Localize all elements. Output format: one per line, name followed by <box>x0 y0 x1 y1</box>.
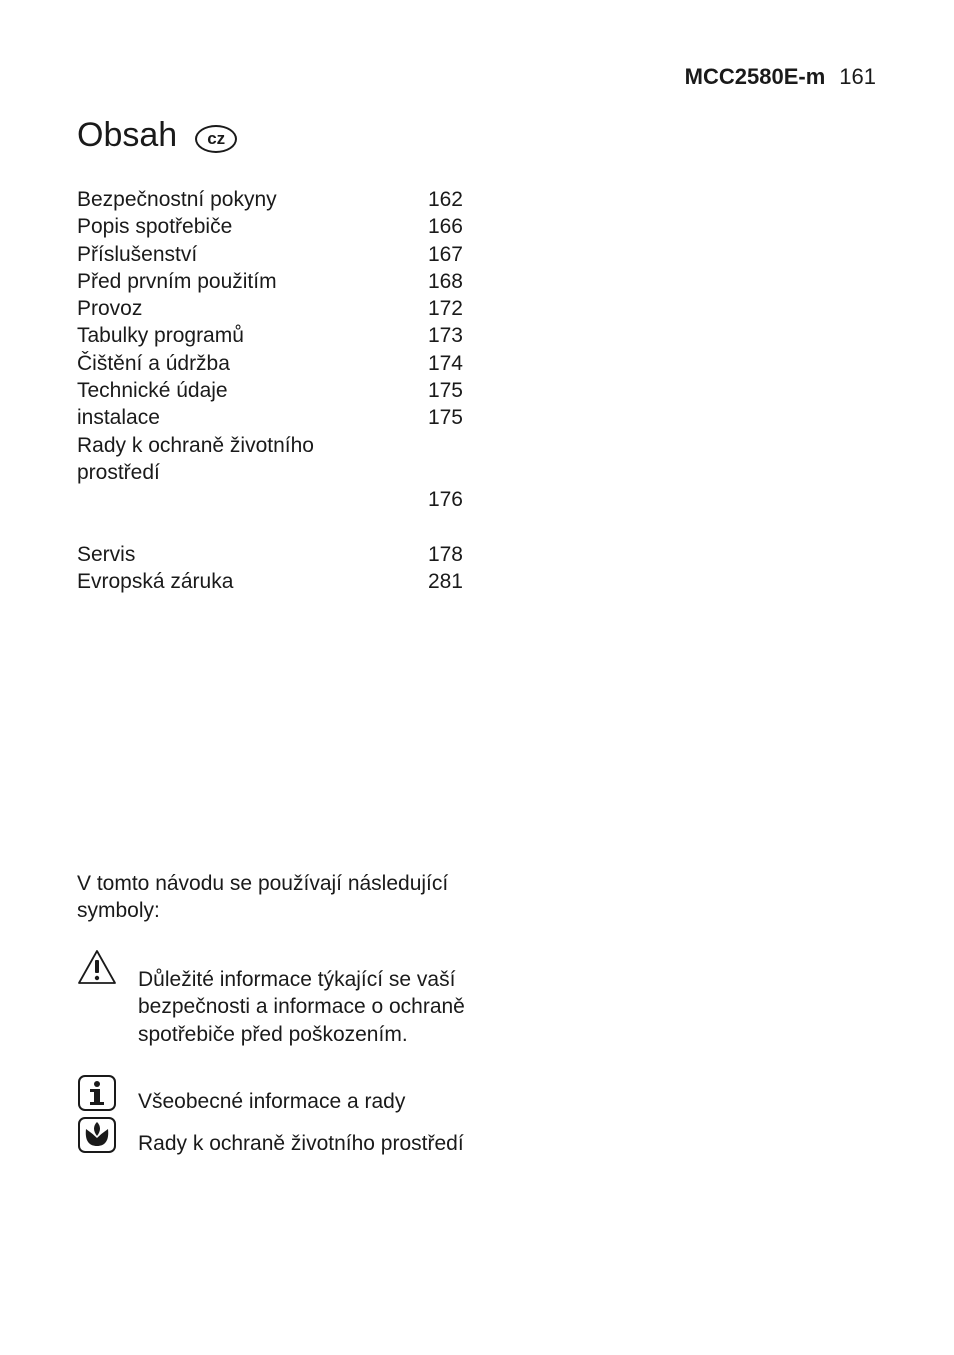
toc-label: Tabulky programů <box>77 324 244 348</box>
toc-label: Provoz <box>77 297 143 321</box>
toc-page: 162 <box>427 188 463 211</box>
toc-row[interactable] <box>77 541 463 568</box>
toc-label: Před prvním použitím <box>77 269 277 293</box>
toc-page: 176 <box>427 488 463 512</box>
page-title: Obsah <box>77 116 178 154</box>
toc-page: 175 <box>427 379 463 403</box>
toc-row[interactable] <box>77 322 463 349</box>
toc-label: Servis <box>77 542 136 566</box>
toc-spacer <box>77 514 463 541</box>
page-header <box>685 64 876 90</box>
symbol-row-info <box>77 1074 477 1116</box>
toc-page: 172 <box>427 297 463 321</box>
toc-page: 174 <box>427 351 463 375</box>
symbol-text: Rady k ochraně životního prostředí <box>138 1132 464 1155</box>
toc-label: instalace <box>77 406 160 430</box>
toc-label: Bezpečnostní pokyny <box>77 188 277 211</box>
info-icon <box>77 1074 117 1112</box>
toc-row[interactable] <box>77 213 463 240</box>
page-number: 161 <box>839 64 876 89</box>
symbol-text: Všeobecné informace a rady <box>138 1090 406 1113</box>
table-of-contents <box>77 186 463 595</box>
toc-row[interactable] <box>77 432 463 514</box>
model-number: MCC2580E-m <box>684 64 826 89</box>
symbol-row-warning <box>77 948 477 1074</box>
toc-page: 175 <box>427 406 463 430</box>
toc-row[interactable] <box>77 295 463 322</box>
symbols-intro: V tomto návodu se používají následující symboly: <box>77 872 449 923</box>
toc-label: Příslušenství <box>77 242 198 266</box>
toc-label: Čištění a údržba <box>77 351 230 375</box>
toc-page: 167 <box>427 242 463 266</box>
toc-page: 168 <box>427 269 463 293</box>
toc-label: Evropská záruka <box>77 570 234 594</box>
environment-icon <box>77 1116 117 1154</box>
warning-icon <box>77 948 117 986</box>
toc-label: Popis spotřebiče <box>77 215 233 239</box>
toc-row[interactable] <box>77 186 463 213</box>
title-row <box>77 116 237 155</box>
toc-page: 281 <box>427 570 463 594</box>
toc-row[interactable] <box>77 568 463 595</box>
toc-page: 173 <box>427 324 463 348</box>
toc-row[interactable] <box>77 377 463 404</box>
language-badge: cz <box>195 125 237 153</box>
toc-page: 178 <box>427 542 463 566</box>
toc-row[interactable] <box>77 241 463 268</box>
toc-row[interactable] <box>77 350 463 377</box>
toc-page: 166 <box>427 215 463 239</box>
symbol-text: Důležité informace týkající se vaší bezpečnosti a informace o ochraně spotřebiče před poškozením. <box>138 968 465 1046</box>
toc-label: Technické údaje <box>77 379 228 403</box>
toc-row[interactable] <box>77 404 463 431</box>
symbol-row-environment <box>77 1116 477 1157</box>
toc-label: Rady k ochraně životního prostředí <box>77 433 314 484</box>
toc-row[interactable] <box>77 268 463 295</box>
symbols-list <box>77 948 477 1157</box>
